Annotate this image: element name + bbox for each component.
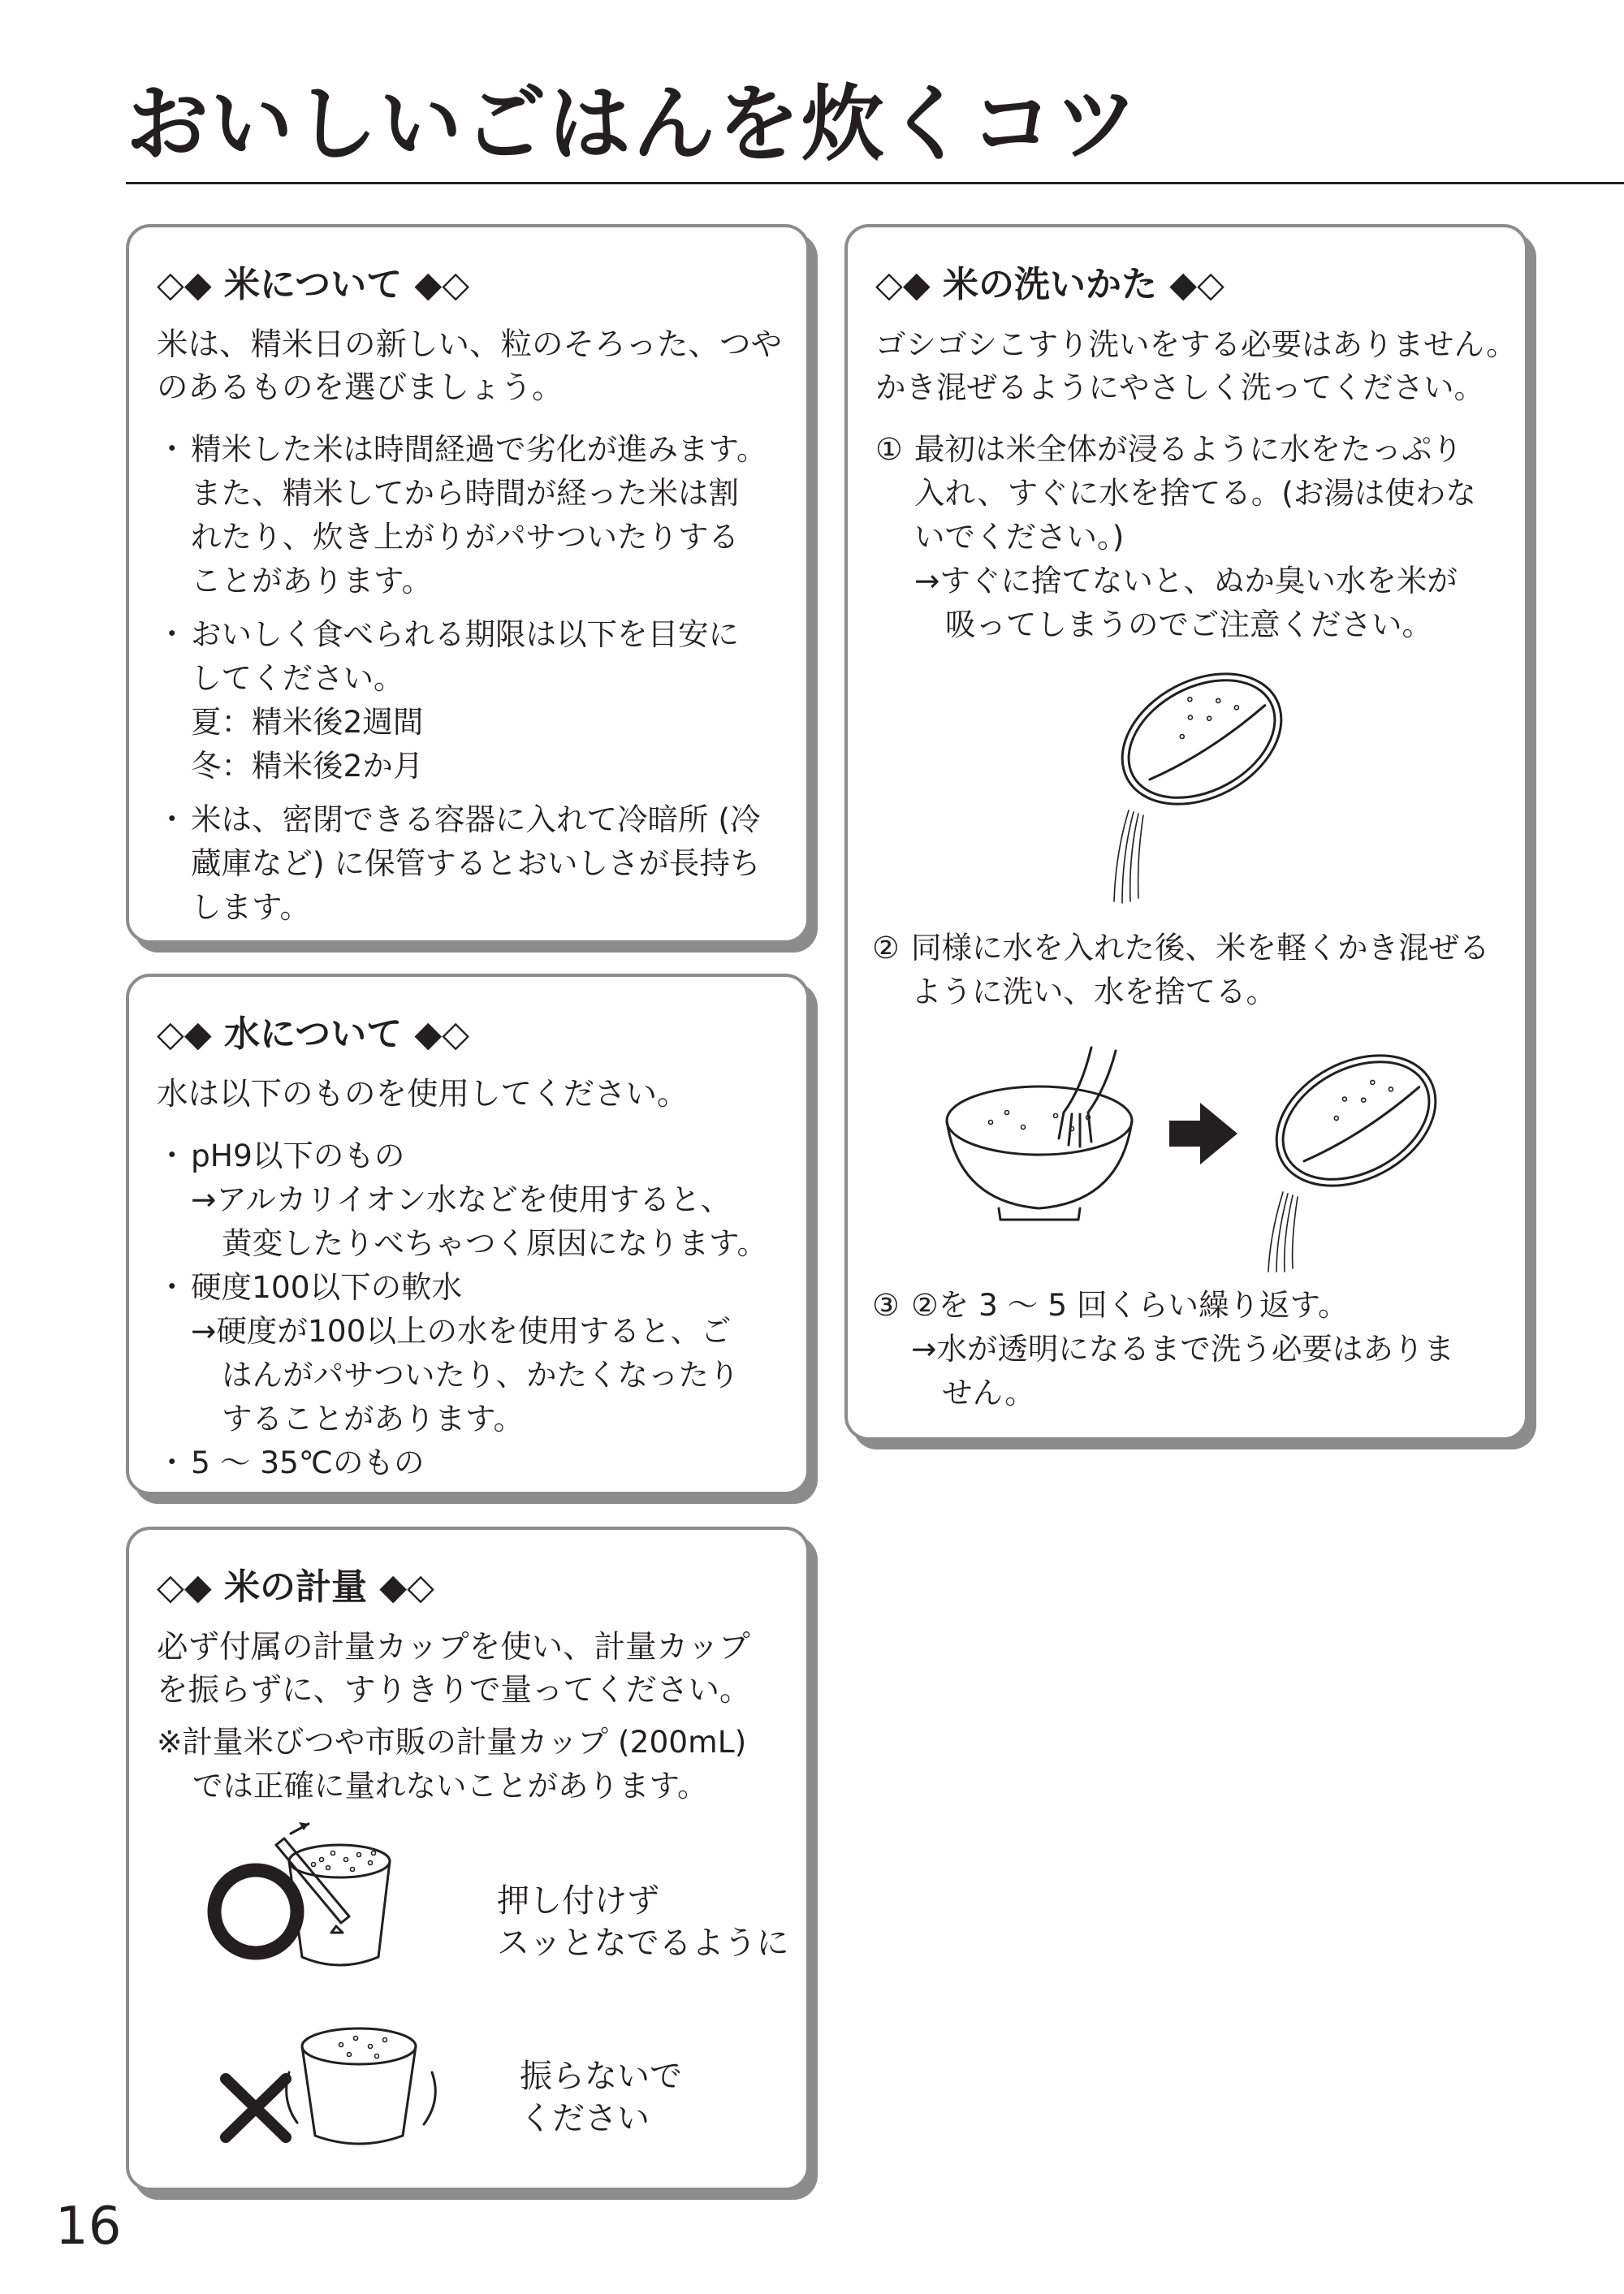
cup-shake-icon: [287, 2028, 436, 2144]
measure-lead: 必ず付属の計量カップを使い、計量カップ を振らずに、すりきりで量ってください。: [157, 1629, 751, 1709]
measure-illustration: [130, 1811, 796, 2168]
bad-caption-line2: ください: [520, 2100, 650, 2137]
water-about-lead: 水は以下のものを使用してください。: [157, 1076, 689, 1112]
good-caption-line1: 押し付けず: [497, 1882, 659, 1920]
water-stream-2-icon: [1268, 1192, 1298, 1272]
water-stream-icon: [1114, 810, 1143, 903]
washing-step-2: ② 同様に水を入れた後、米を軽くかき混ぜる ように洗い、水を捨てる。: [872, 930, 1490, 1009]
washing-step-1: ① 最初は米全体が浸るように水をたっぷり 入れ、すぐに水を捨てる。(お湯は使わな いでください。) →すぐに捨てないと、ぬか臭い水を米が 吸ってしまうのでご注意ください。: [875, 431, 1476, 642]
page-number: 16: [55, 2197, 122, 2257]
rice-about-box: [126, 224, 810, 944]
inner-pot-pour-icon: [1099, 666, 1291, 830]
rice-bullet-3: ・ 米は、密閉できる容器に入れて冷暗所 (冷 蔵庫など) に保管するとおいしさが長持ち します。: [157, 801, 761, 925]
good-caption-line2: スッとなでるように: [497, 1925, 789, 1962]
ok-circle-icon: [214, 1870, 297, 1953]
measure-heading: ◇◆ 米の計量 ◆◇: [157, 1566, 434, 1608]
rice-bullet-2: ・ おいしく食べられる期限は以下を目安に してください。 夏：精米後2週間 冬：精米後2か月: [157, 616, 739, 784]
washing-heading: ◇◆ 米の洗いかた ◆◇: [875, 264, 1224, 305]
washing-step-3: ③ ②を 3 ～ 5 回くらい繰り返す。 →水が透明になるまで洗う必要はありま せん。: [872, 1287, 1454, 1411]
washing-step2-illustration: [926, 1031, 1478, 1275]
inner-pot-pour-2-icon: [1254, 1031, 1458, 1212]
rice-bullet-1: ・ 精米した米は時間経過で劣化が進みます。 また、精米してから時間が経った米は割 れたり、炊き上がりがパサついたりする ことがあります。: [157, 431, 767, 598]
title-rule: [126, 182, 1624, 184]
washing-lead: ゴシゴシこすり洗いをする必要はありません。 かき混ぜるようにやさしく洗ってください。: [875, 326, 1517, 405]
ng-cross-icon: [226, 2079, 286, 2137]
water-item-hardness: ・ 硬度100以下の軟水 →硬度が100以上の水を使用すると、ご はんがパサついたり、かたくなったり することがあります。: [157, 1269, 740, 1436]
water-item-ph: ・ pH9以下のもの →アルカリイオン水などを使用すると、 黄変したりべちゃつく原因になります。: [157, 1138, 767, 1261]
washing-step1-illustration: [1080, 666, 1291, 909]
arrow-right-icon: [1169, 1103, 1237, 1164]
page-title: おいしいごはんを炊くコツ: [126, 76, 1139, 173]
rice-about-lead: 米は、精米日の新しい、粒のそろった、つや のあるものを選びましょう。: [157, 326, 783, 406]
water-item-temperature: ・ 5 ～ 35℃のもの: [157, 1445, 425, 1480]
water-about-heading: ◇◆ 水について ◆◇: [157, 1013, 470, 1055]
measure-note: ※計量米びつや市販の計量カップ (200mL) では正確に量れないことがあります。: [157, 1724, 747, 1804]
cup-level-icon: [276, 1822, 390, 1965]
water-about-box: [126, 974, 810, 1495]
bad-caption-line1: 振らないで: [520, 2058, 682, 2095]
bowl-stir-icon: [947, 1087, 1132, 1220]
rice-about-heading: ◇◆ 米について ◆◇: [157, 264, 470, 305]
rice-grains-icon: [312, 1851, 376, 1872]
